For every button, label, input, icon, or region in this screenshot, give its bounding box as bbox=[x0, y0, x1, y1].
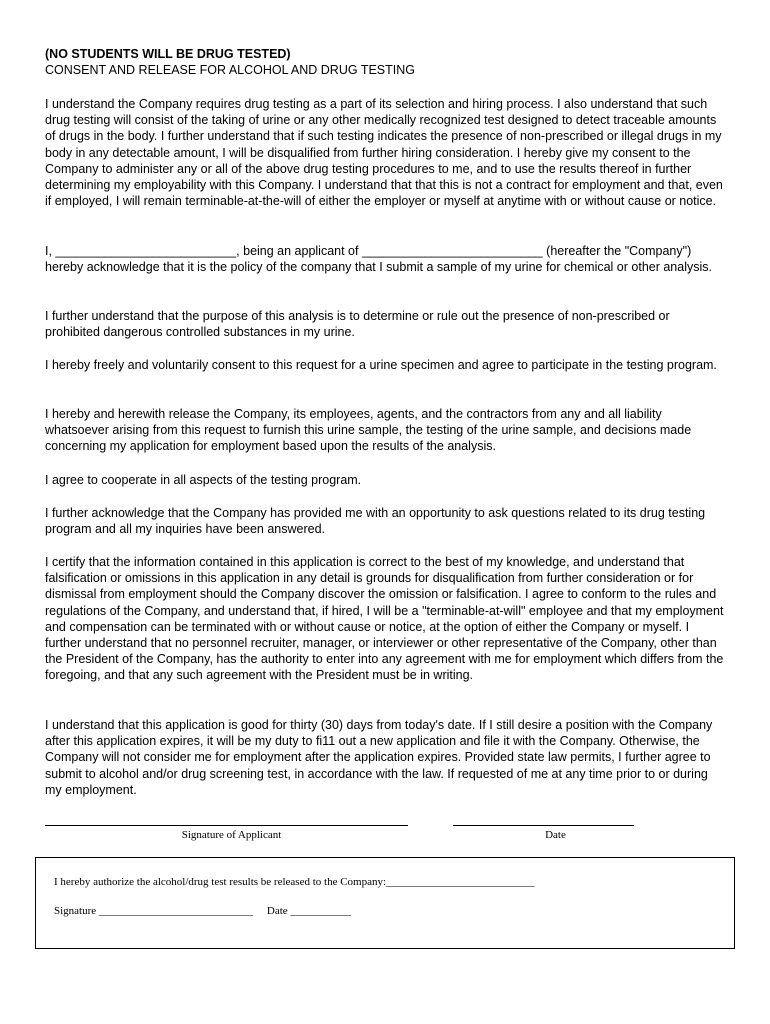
paragraph-release: I hereby and herewith release the Company, its employees, agents, and the contractors from any and all liability whatsoever arising from this request to furnish this urine sample, the testing of the urine sample, and decisions made concerning my application for employment based upon the results of the analysis. bbox=[45, 407, 692, 454]
document-header bbox=[45, 46, 735, 78]
paragraph-certification: I certify that the information contained in this application is correct to the best of my knowledge, and understand that falsification or omissions in this application in any detail is grounds for disqualification from further consideration or for dismissal from employment should the Company discover the omission or falsification. I agree to conform to the rules and regulations of the Company, and understand that, if hired, I will be a "terminable-at-will" employee and that my employment and compensation can be terminated with or without cause or notice, at the option of either the Company or myself. I further understand that no personnel recruiter, manager, or interviewer or other representative of the Company, other than the President of the Company, has the authority to enter into any agreement with me for employment which differs from the foregoing, and that any such agreement with the President must be in writing. bbox=[45, 555, 724, 683]
authorization-box bbox=[35, 857, 735, 949]
authorization-signature-row bbox=[54, 905, 351, 917]
applicant-signature-label: Signature of Applicant bbox=[181, 829, 282, 841]
paragraph-consent: I understand the Company requires drug testing as a part of its selection and hiring process. I also understand that such drug testing will consist of the taking of urine or any other medically recognized test designed to detect traceable amounts of drugs in the body. I further understand that if such testing indicates the presence of non-prescribed or illegal drugs in my body in any detectable amount, I will be disqualified from further hiring consideration. I hereby give my consent to the Company to administer any or all of the above drug testing procedures to me, and to use the results thereof in further determining my employability with this Company. I understand that that this is not a contract for employment and that, even if employed, I will remain terminable-at-the-will of either the employer or myself at anytime with or without cause or notice. bbox=[45, 97, 723, 209]
document-title: CONSENT AND RELEASE FOR ALCOHOL AND DRUG TESTING bbox=[45, 63, 415, 77]
paragraph-acknowledgement: I, __________________________, being an applicant of __________________________ (hereafter the "Company") hereby acknowledge that it is the policy of the company that I submit a sample of my urine for chemical or other analysis. bbox=[45, 244, 712, 275]
authorization-statement: I hereby authorize the alcohol/drug test results be released to the Company:___________________________ bbox=[54, 876, 535, 888]
paragraph-voluntary-consent: I hereby freely and voluntarily consent to this request for a urine specimen and agree to participate in the testing program. bbox=[45, 358, 717, 372]
authorization-date-field[interactable]: Date ___________ bbox=[266, 905, 351, 917]
applicant-signature-line[interactable] bbox=[45, 825, 408, 826]
date-line[interactable] bbox=[453, 825, 634, 826]
authorization-signature-field[interactable]: Signature ____________________________ bbox=[54, 905, 253, 917]
paragraph-cooperate: I agree to cooperate in all aspects of the testing program. bbox=[45, 473, 362, 487]
date-label: Date bbox=[545, 829, 566, 841]
notice-heading: (NO STUDENTS WILL BE DRUG TESTED) bbox=[45, 47, 291, 61]
paragraph-validity: I understand that this application is good for thirty (30) days from today's date. If I still desire a position with the Company after this application expires, it will be my duty to fi11 out a new application and file it with the Company. Otherwise, the Company will not consider me for employment after the application expires. Provided state law permits, I further agree to submit to alcohol and/or drug screening test, in accordance with the law. If requested of me at any time prior to or during my employment. bbox=[45, 718, 713, 797]
paragraph-questions: I further acknowledge that the Company has provided me with an opportunity to ask questions related to its drug testing program and all my inquiries have been answered. bbox=[45, 506, 706, 537]
paragraph-purpose: I further understand that the purpose of this analysis is to determine or rule out the presence of non-prescribed or prohibited dangerous controlled substances in my urine. bbox=[45, 309, 670, 340]
